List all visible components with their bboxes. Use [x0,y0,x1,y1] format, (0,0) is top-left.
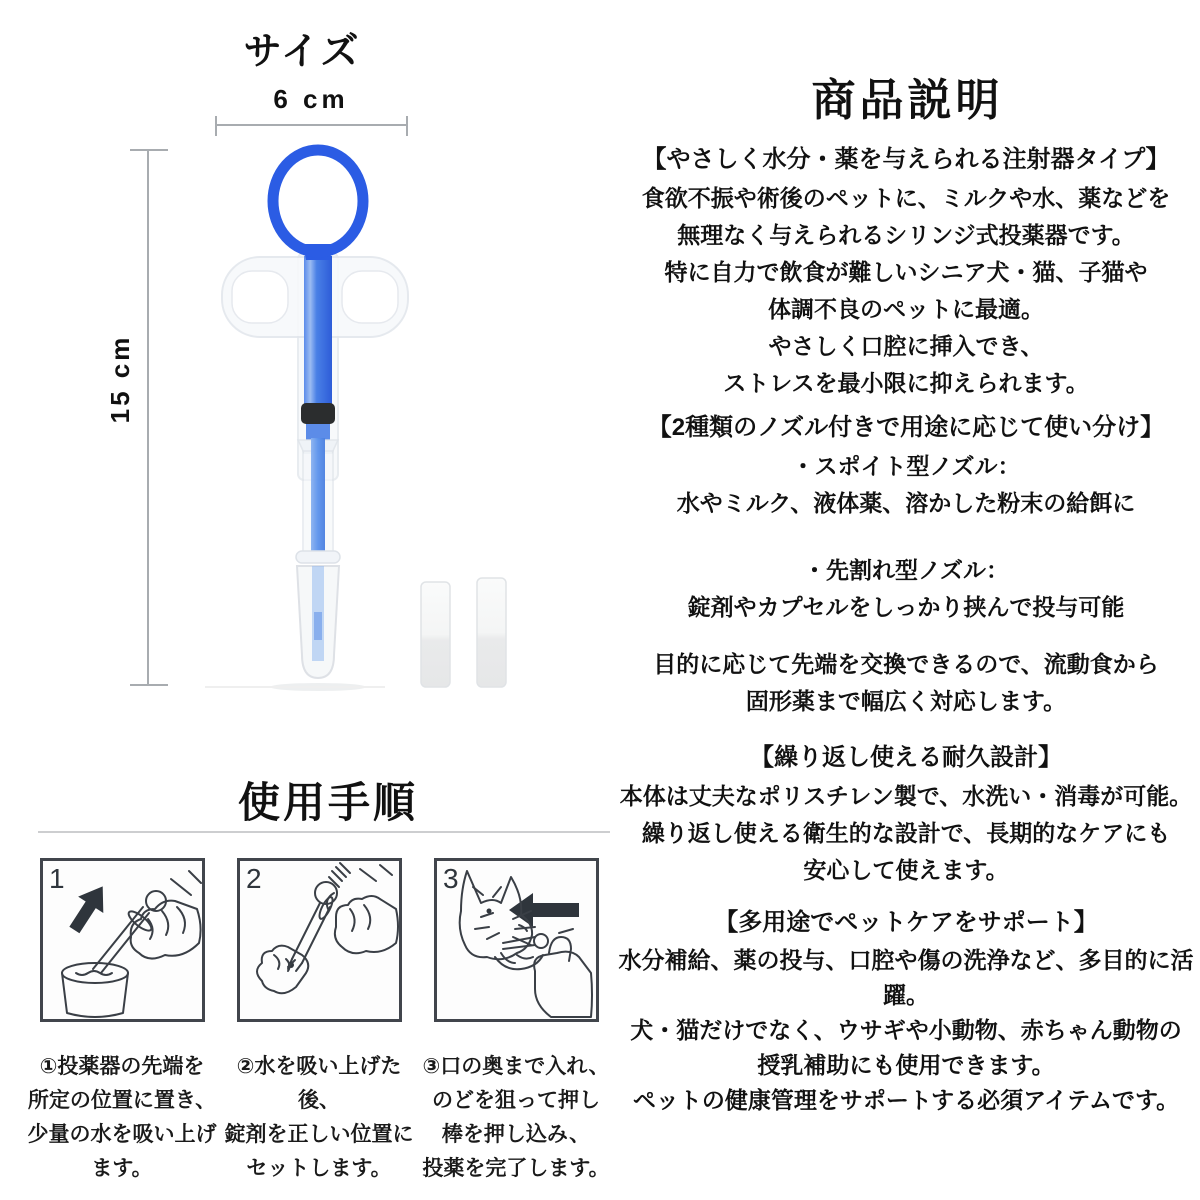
step-1-illustration [43,861,202,1019]
size-section-title: サイズ [243,31,361,73]
step-number: 2 [246,863,262,894]
syringe-plunger [304,256,332,404]
usage-step-1-caption: ①投薬器の先端を 所定の位置に置き、 少量の水を吸い上げ ます。 [27,1055,217,1180]
usage-step-3-panel [434,858,599,1022]
syringe-wings [222,257,408,337]
step-number: 1 [49,863,65,894]
block-heading: 【2種類のノズル付きで用途に応じて使い分け】 [647,414,1165,441]
syringe-barrel [298,253,338,480]
syringe-shadow [270,683,366,691]
measure-tick [406,116,408,136]
block-paragraph: 水分補給、薬の投与、口腔や傷の洗浄など、多目的に活躍。 犬・猫だけでなく、ウサギや小動物、赤ちゃん動物の 授乳補助にも使用できます。 ペットの健康管理をサポートする必須アイテムです。 [618,947,1194,1113]
syringe-ring-handle [273,150,363,252]
block-paragraph: ・スポイト型ノズル： 水やミルク、液体薬、溶かした粉末の給餌に [676,453,1136,516]
step-2-illustration [240,861,399,1019]
measure-tick [130,684,168,686]
usage-step-3-caption: ③口の奥まで入れ、 のどを狙って押し 棒を押し込み、 投薬を完了します。 [422,1055,610,1180]
block-paragraph: 本体は丈夫なポリスチレン製で、水洗い・消毒が可能。 繰り返し使える衛生的な設計で、長期的なケアにも 安心して使えます。 [619,783,1193,883]
description-title: 商品説明 [811,76,1004,125]
height-dimension-label: 15 cm [105,334,135,424]
syringe-nozzle-cap [297,566,339,678]
step-number: 3 [443,863,459,894]
width-measure-line [215,124,408,126]
block-paragraph: 食欲不振や術後のペットに、ミルクや水、薬などを 無理なく与えられるシリンジ式投薬器です。 特に自力で飲食が難しいシニア犬・猫、子猫や 体調不良のペットに最適。 やさしく口腔に挿入でき、 ストレスを最小限に抑えられます。 [641,185,1171,396]
block-heading: 【繰り返し使える耐久設計】 [750,744,1062,771]
usage-step-2-panel [237,858,402,1022]
width-dimension-label: 6 cm [273,84,349,114]
description-block-nozzles [612,408,1200,720]
usage-divider [38,831,610,833]
block-heading: 【多用途でペットケアをサポート】 [714,909,1098,936]
measure-tick [130,149,168,151]
measure-tick [215,116,217,136]
height-measure-line [147,149,149,686]
usage-step-2-caption: ②水を吸い上げた後、 錠剤を正しい位置に セットします。 [224,1055,414,1180]
block-paragraph: 目的に応じて先端を交換できるので、流動食から 固形薬まで幅広く対応します。 [653,651,1159,714]
spare-nozzle-2 [477,578,506,687]
block-paragraph: ・先割れ型ノズル： 錠剤やカプセルをしっかり挟んで投与可能 [687,557,1125,620]
block-heading: 【やさしく水分・薬を与えられる注射器タイプ】 [642,146,1170,173]
description-block-injector-type [612,140,1200,402]
description-block-durability [612,738,1200,889]
usage-section-title: 使用手順 [237,779,418,826]
syringe-rod [311,438,325,555]
description-block-multipurpose [612,903,1200,1118]
syringe-stopper [301,403,335,424]
usage-step-1-panel [40,858,205,1022]
step-3-illustration [437,861,596,1019]
spare-nozzle-1 [421,582,450,687]
